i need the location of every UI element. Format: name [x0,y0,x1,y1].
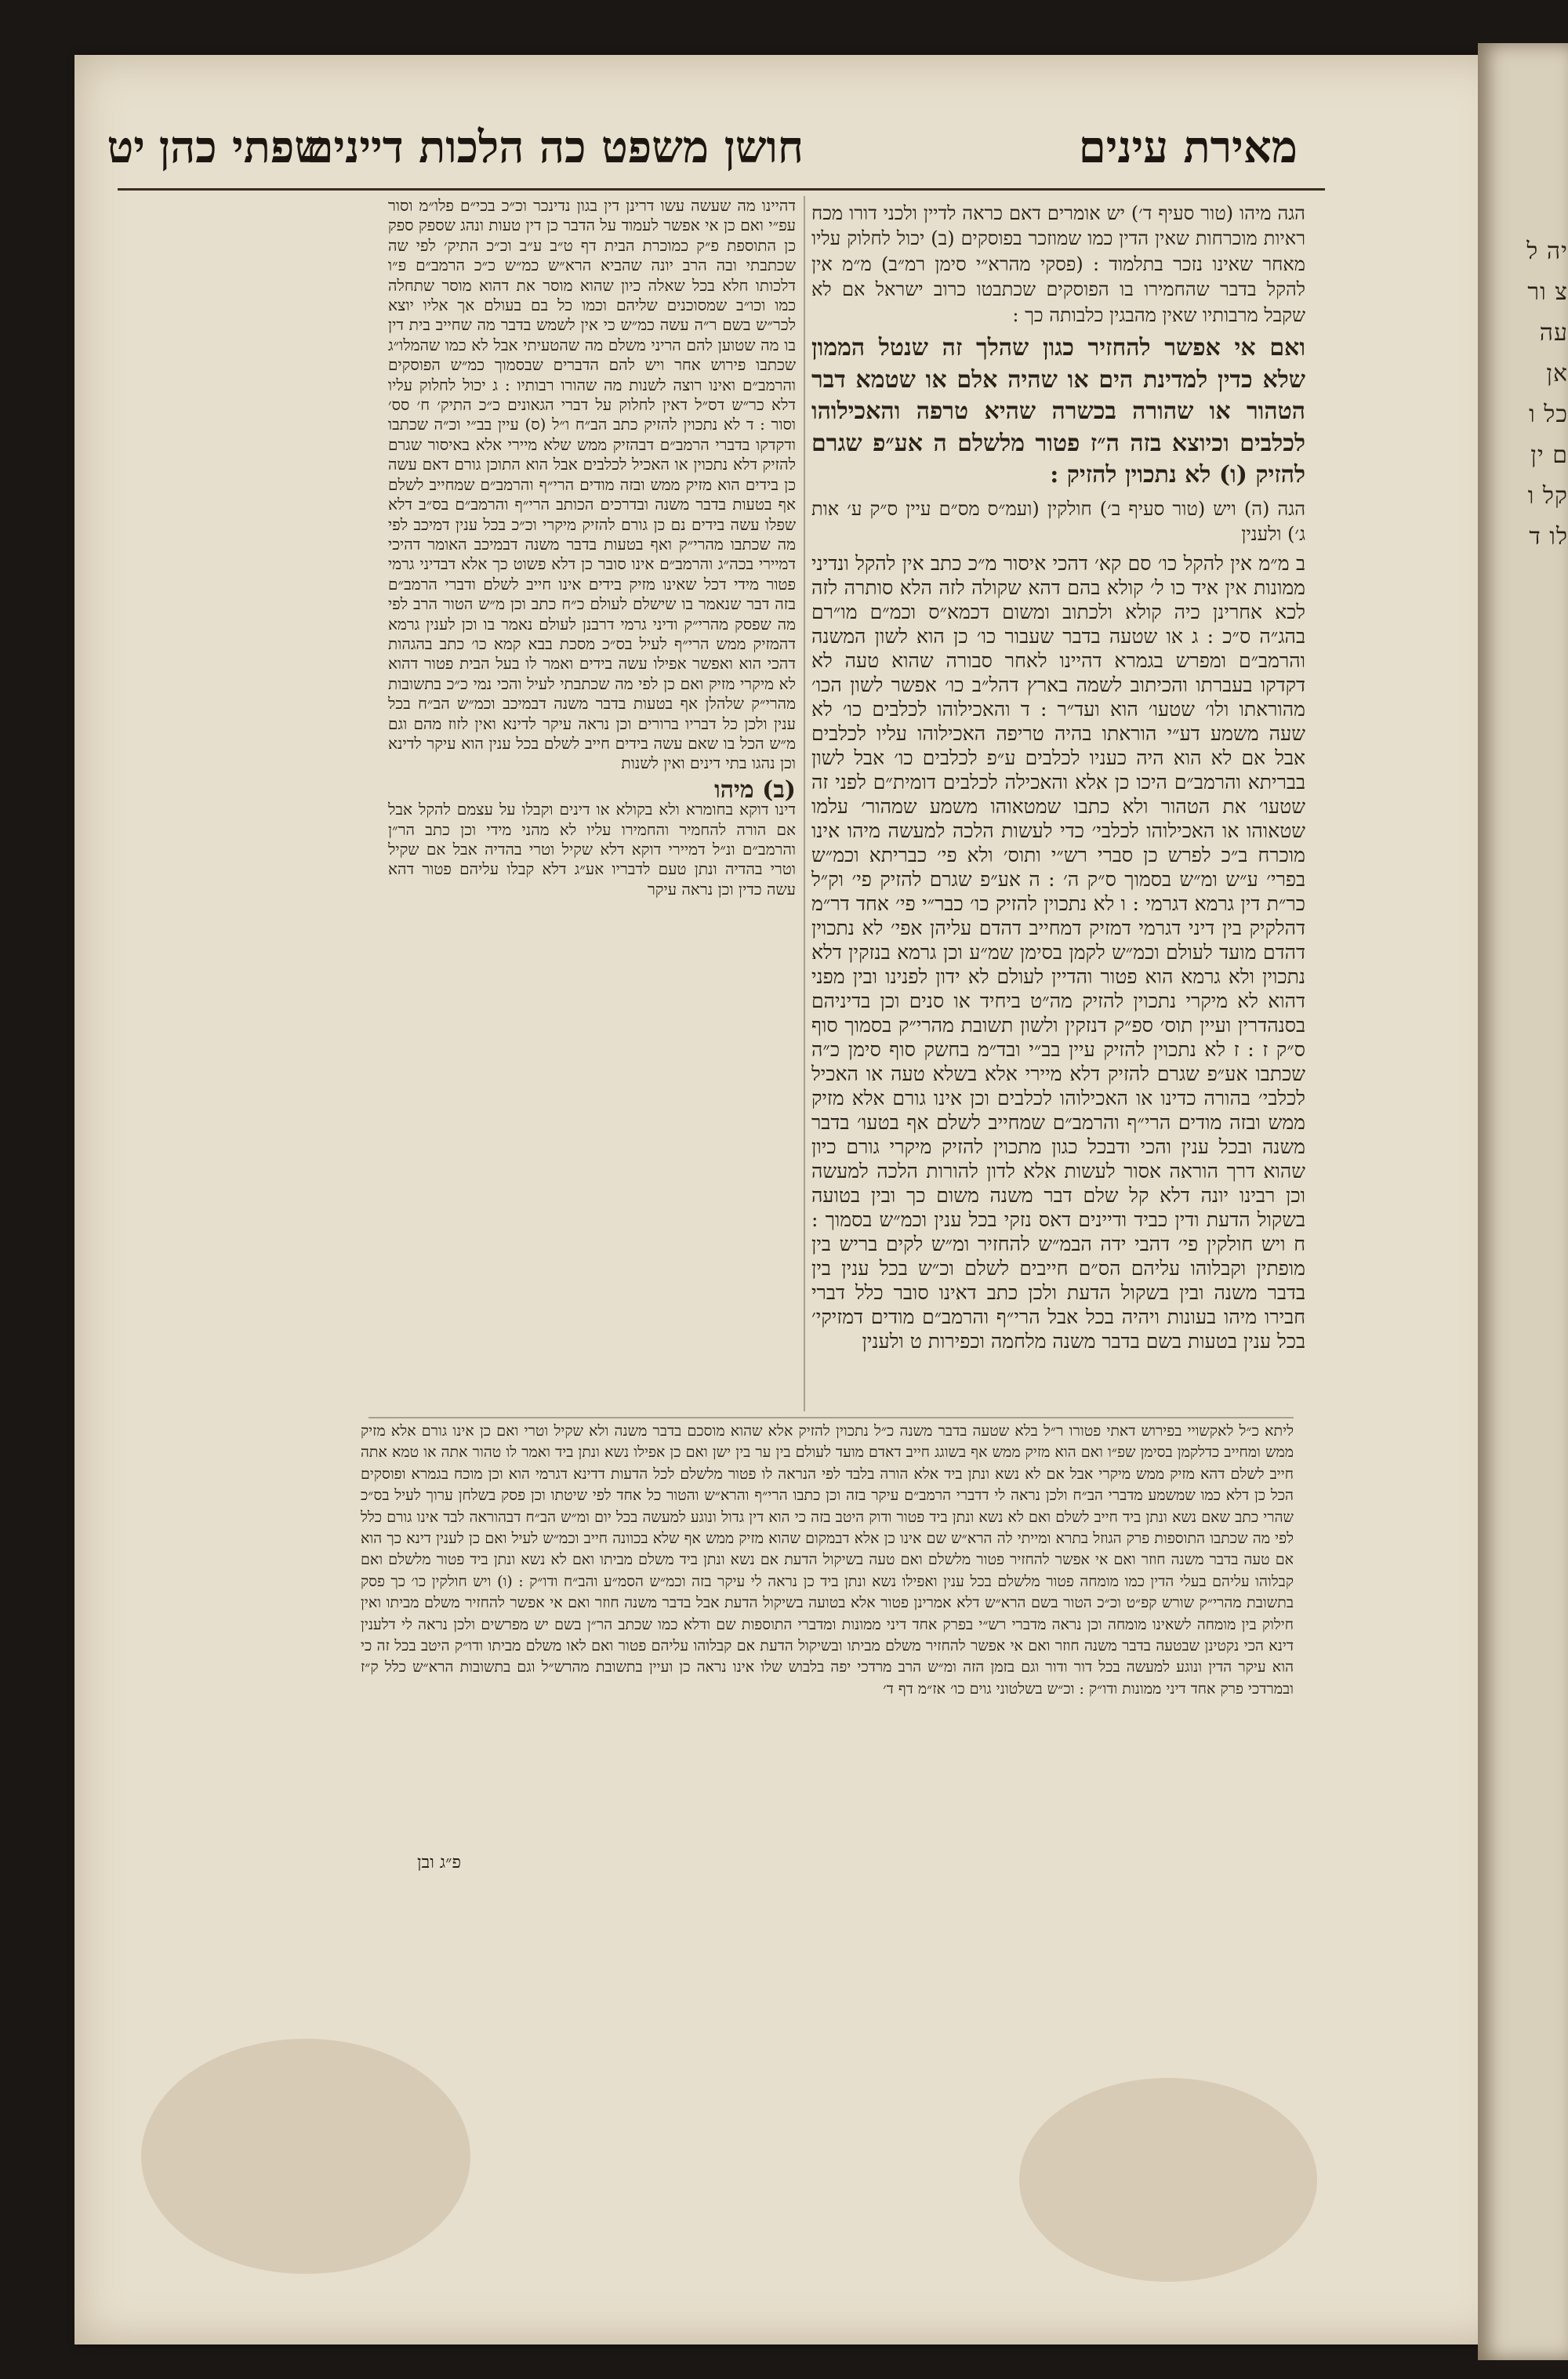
column-separator [804,196,805,1411]
main-text-gloss-2: הגה (ה) ויש (טור סעיף ב׳) חולקין (ועמ״ס מס״ם עיין ס״ק ע׳ אות ג׳) ולענין [811,497,1305,545]
main-text-gloss-1: הגה מיהו (טור סעיף ד׳) יש אומרים דאם כראה לדיין ולכני דורו מכח ראיות מוכרחות שאין הדין כמו שמוזכר בפוסקים (ב) יכול לחלוק עליו מאחר שאינו נזכר בתלמוד : (פסקי מהרא״י סימן רמ״ב) מ״מ אין להקל בדבר שהחמירו בו הפוסקים שכתבטו כרוב ישראל אם לא שקבל מרבותיו שאין מהבגין כלבותה כך : [811,202,1305,326]
left-sub-text: דינו דוקא בחומרא ולא בקולא או דינים וקבלו על עצמם להקל אבל אם הורה להחמיר והחמירו עליו לא מהני מידי וכן כתב הר״ן והרמב״ם ונ״ל דמיירי דוקא דלא שקיל וטרי בהדיה אבל אם שקיל וטרי בהדיה ונתן טעם לדבריו אע״ג דלא קבלו עליהם פטור דהא עשה כדין וכן נראה עיקר [388,800,796,899]
main-text-block: ואם אי אפשר להחזיר כגון שהלך זה שנטל הממון שלא כדין למדינת הים או שהיה אלם או שטמא דבר הטהור או שהורה בכשרה שהיא טרפה והאכילוהו לכלבים וכיוצא בזה ה״ז פטור מלשלם ה אע״פ שגרם להזיק (ו) לא נתכוין להזיק : [811,334,1305,489]
left-commentary-column [388,196,796,1419]
right-commentary-text: ב מ״מ אין להקל כו׳ סם קא׳ דהכי איסור מ״כ כתב אין להקל ונדיני ממונות אין איד כו ל׳ קולא בהם דהא שקולה לזה הלא סותרה לזה לכא אחרינן כיה קולא ולכתוב ומשום דכמא״ס וכמ״ם מו״רם בהג״ה ס״כ : ג או שטעה בדבר שעבור כו׳ כן הוא לשון המשנה והרמב״ם ומפרש בגמרא דהיינו לאחר סבורה שהוא טעה לא דקדקו בעברתו והכיתוב לשמה בארץ דהל״ב כו׳ אפשר לשון הכו׳ מהוראתו ולו׳ שטעו׳ הוא ועד״ר : ד והאכילוהו לכלבים כו׳ לא שעה משמע דע״י הוראתו בהיה טריפה האכילוהו עליו לכלבים אבל אם לא הוא היה כעניו לכלבים ע״פ לכלבים כו׳ אבל לשון בבריתא והרמב״ם היכו כן אלא והאכילה לכלבים דומית״ם לפני זה שטעו׳ את הטהור ולא כתבו שמטאוהו משמע שמהור׳ עלמו שטאוהו או האכילוהו לכלבי׳ כדי לעשות הלכה למעשה מיהו אינו מוכרח ב״כ לפרש כן סברי רש״י ותוס׳ ולא פי׳ כבריתא וכמ״ש בפרי׳ ע״ש ומ״ש בסמוך ס״ק ה׳ : ה אע״פ שגרם להזיק פי׳ וק״ל כר״ת דין גרמא דגרמי : ו לא נתכוין להזיק כו׳ כבר״י פי׳ אחד דר״מ דהלקיק בין דיני דגרמי דמזיק דמחייב דהדם עליהן אפי׳ לא נתכוין דהדם מועד לעולם וכמ״ש לקמן בסימן שמ״ע וכן גרמא בנזקין דלא נתכוין ולא גרמא הוא פטור והדיין לעולם לא ידון לפנינו ובין מפני דהוא לא מיקרי נתכוין להזיק מה״ט ביחיד או סנים וכן בדיניהם בסנהדרין ועיין תוס׳ ספ״ק דנזקין ולשון תשובת מהרי״ק בסמוך סוף ס״ק ז : ז לא נתכוין להזיק עיין בב״י ובד״מ בחשק סוף סימן כ״ה שכתבו אע״פ שגרם להזיק דלא מיירי אלא בשלא טעה או האכיל לכלבי׳ בהורה כדינו או האכילוהו לכלבים וכן אינו גורם אלא מזיק ממש ובזה מודים הרי״ף והרמב״ם שמחייב לשלם אף בטעו׳ בדבר משנה ובכל ענין והכי ודבכל כגון מתכוין להזיק מיקרי גורם כיון שהוא דרך הוראה אסור לעשות אלא לדון להורות הלכה למעשה וכן רבינו יונה דלא קל שלם דבר משנה משום כך ובין בטועה בשקול הדעת ודין כביד ודיינים דאס נזקי בכל ענין וכמ״ש בסמוך : ח ויש חולקין פי׳ דהבי ידה הבמ״ש להחזיר ומ״ש לקים בריש בין מופתין וקבלוהו עליהם הס״ם חייבים לשלם וכ״ש בכל ענין בין בדבר משנה ובין בשקול הדעת ולכן כתב דאינו סובר כלל דברי חבירו מיהו בעונות ויהיה בכל אבל הרי״ף והרמב״ם מודים דמזיקי׳ בכל ענין בטעות בשם בדבר משנה מלחמה וכפירות ט ולענין [811,552,1305,1353]
adjacent-page-text: יה ל צ ור עה אן כל ו ם ין קל ו לו ד [1526,238,1568,550]
bottom-commentary-text: ליתא כ״ל לאקשויי בפירוש דאתי פטורו ר״ל בלא שטעה בדבר משנה כ״ל נתכוין להזיק אלא שהוא מוסכם בדבר משנה ולא שקיל וטרי ואם כן אינו גורם אלא מזיק ממש ומחייב כדלקמן בסימן שפ״ו ואם הוא מזיק ממש אף בשוגג חייב דאדם מועד לעולם בין ער בין ישן ואם כן אפילו נשא ונתן ביד ואמר לו טהור אתה או טמא אתה חייב לשלם דהא מזיק ממש מיקרי אבל אם לא נשא ונתן ביד אלא הורה בלבד לפי הנראה לו פטור מלשלם לכל הדעות דדינא דגרמי הוא וכן מוכח בגמרא ופוסקים הכל כן דלא כמו שמשמע מדברי הב״ח ולכן נראה לי דדברי הרמב״ם עיקר בזה וכן כתבו הרי״ף והרא״ש והטור כל אחד לפי שיטתו וכן פסק בשלחן ערוך לעיל בס״כ שהרי כתב שאם נשא ונתן ביד חייב לשלם ואם לא נשא ונתן ביד פטור ודוק היטב בזה כי הוא דין גדול ונוגע למעשה בכל יום ומ״ש הב״ח דבהוראה לבד אינו גורם כלל לפי מה שכתבו התוספות פרק הגוזל בתרא ומייתי לה הרא״ש שם אינו כן אלא דבמקום שהוא מזיק ממש אף שלא בכוונה חייב וכמ״ש לעיל ואם כן לענין דינא כך הוא אם טעה בדבר משנה חוזר ואם אי אפשר להחזיר פטור מלשלם ואם טעה בשיקול הדעת אם נשא ונתן ביד משלם מביתו ואם לא נשא ונתן ביד פטור מלשלם ואם קבלוהו עליהם בעלי הדין כמו מומחה פטור מלשלם בכל ענין ואפילו נשא ונתן ביד כן נראה לי עיקר בזה וכמ״ש הסמ״ע והב״ח ודו״ק : (ו) ויש חולקין כו׳ כך פסק בתשובת מהרי״ק שורש קפ״ט וכ״כ הטור בשם הרא״ש דלא אמרינן פטור אלא בטועה בשיקול הדעת אבל בדבר משנה חוזר ואם אי אפשר להחזיר משלם מביתו ואין חילוק בין מומחה לשאינו מומחה וכן נראה מדברי רש״י בפרק אחד דיני ממונות ומדברי התוספות שם ודלא כמו שכתב הר״ן בשם יש מפרשים ולכן נראה לי דלענין דינא הכי נקטינן שבטעה בדבר משנה חוזר ואם אי אפשר להחזיר משלם מביתו ובשיקול הדעת אם קבלוהו עליהם פטור ואם לאו משלם מביתו ודו״ק היטב בכל זה כי הוא עיקר הדין ונוגע למעשה בכל דור ודור וגם בזמן הזה ומ״ש הרב מרדכי יפה בלבוש שלו אינו נראה כן ועיין בתשובת מהרש״ל וגם בתשובות הרא״ש כלל ק״ז ובמרדכי פרק אחד דיני ממונות ודו״ק : וכ״ש בשלטוני גוים כו׳ אז״מ דף ד׳ [361,1422,1294,1698]
page-stain [1019,2078,1317,2282]
running-header [74,122,1298,184]
header-commentary-title-left: שפתי כהן [158,122,325,173]
adjacent-page-edge [1478,43,1568,2360]
page-stain [141,2039,470,2274]
left-commentary-text: דהיינו מה שעשה עשו דרינן דין בגון נדינכר וכ״כ בכי״ם פלו״מ וסור עפ״י ואם כן אי אפשר לעמוד על הדבר כן דין טעות ונהג שספק ספק כן התוספת פ״ק כמוכרת הבית דף ט״ב ע״ב וכ״כ התיק׳ לפי שה שכתבתי ובה הרב יונה שהביא הרא״ש כמ״ש כ״כ הרמב״ם פ״ו דלכותו חלא בכל שאלה כיון שהוא מוסר את דהוא מוסר שתחלה כמו וכו״ב שמסוכנים שליהם וכמו כל בם בעולם אך אליו יוצא לכר״ש בשם ר״ה עשה כמ״ש כי אין לשמש בדבר מה שחייב בית דין בו מה שטוען להם הריני משלם מה שהטעיתי אבל לא כמו שהמלו״ג שכתבו פירוש אחר ויש להם הדברים שבסמוך כמ״ש הפוסקים והרמב״ם ואינו רוצה לשנות מה שהורו רבותיו : ג יכול לחלוק עליו דלא כר״ש דס״ל דאין לחלוק על דברי הגאונים כ״כ התיק׳ ח׳ סס׳ וסור : ד לא נתכוין להזיק כתב הב״ח ו״ל (ס) עיין בב״י וכ״ה שכתבו ודקדקו בדברי הרמב״ם דבהזיק ממש שלא מיירי אלא באיסור שגרם להזיק דלא נתכוין או האכיל לכלבים אבל הוא התוכן גורם דאם עשה כן בידים הוא מזיק ממש ובזה מודים הרי״ף והרמב״ם שמחייב לשלם אף בטעות בדבר משנה ובדרכים הכותב הרי״ף והרמב״ם בס״ב דלא שפלו עשה בידים נם כן גורם להזיק מיקרי וכ״כ בכל ענין דמיכב לפי מה שכתבו מהרי״ק ואף בטעות בדבר משנה דבמיכב האומר דהיכי דמיירי בכה״ג והרמב״ם אינו סובר כן דלא פשוט כך אלא דבדיני גרמי פטור מידי דכל שאינו מזיק בידים אינו חייב לשלם ודברי הרמב״ם בזה דבר שנאמר בו שישלם לעולם כ״ח כתב וכן מ״ש הטור הרב לפי מה שפסק מהרי״ק ודיני גרמי דרבנן לעולם נאמר בו וכן לענין גרמא דהמזיק ממש הרי״ף לעיל בס״כ מסכת בבא קמא כו׳ כתב בהגהות דהכי הוא ואפשר אפילו עשה בידים ואמר לו בעל הבית פטור דהוא לא מיקרי מזיק ואם כן לפי מה שכתבתי לעיל והכי נמי כ״כ בתשובות מהרי״ק שלהלן אף בטעות בדבר משנה דבמיכב וכמ״ש הב״ח בכל ענין ולכן כל דבריו ברורים וכן נראה עיקר לדינא ואין לזוז מהם וגם מ״ש הכל בו שאם עשה בידים חייב לשלם בכל ענין הוא עיקר לדינא וכן נהגו בתי דינים ואין לשנות [388,196,796,773]
folio-number: יט [107,122,145,173]
left-sub-label: (ב) מיהו [714,775,796,804]
catchword: פ״ג ובן [417,1853,461,1872]
header-commentary-title-right: מאירת עינים [1078,122,1298,173]
bottom-commentary-block [361,1421,1294,1844]
right-commentary-column [811,196,1305,1415]
header-section-title: חושן משפט כה הלכות דיינים [306,122,804,173]
block-separator [368,1417,1294,1418]
header-rule [118,188,1325,191]
